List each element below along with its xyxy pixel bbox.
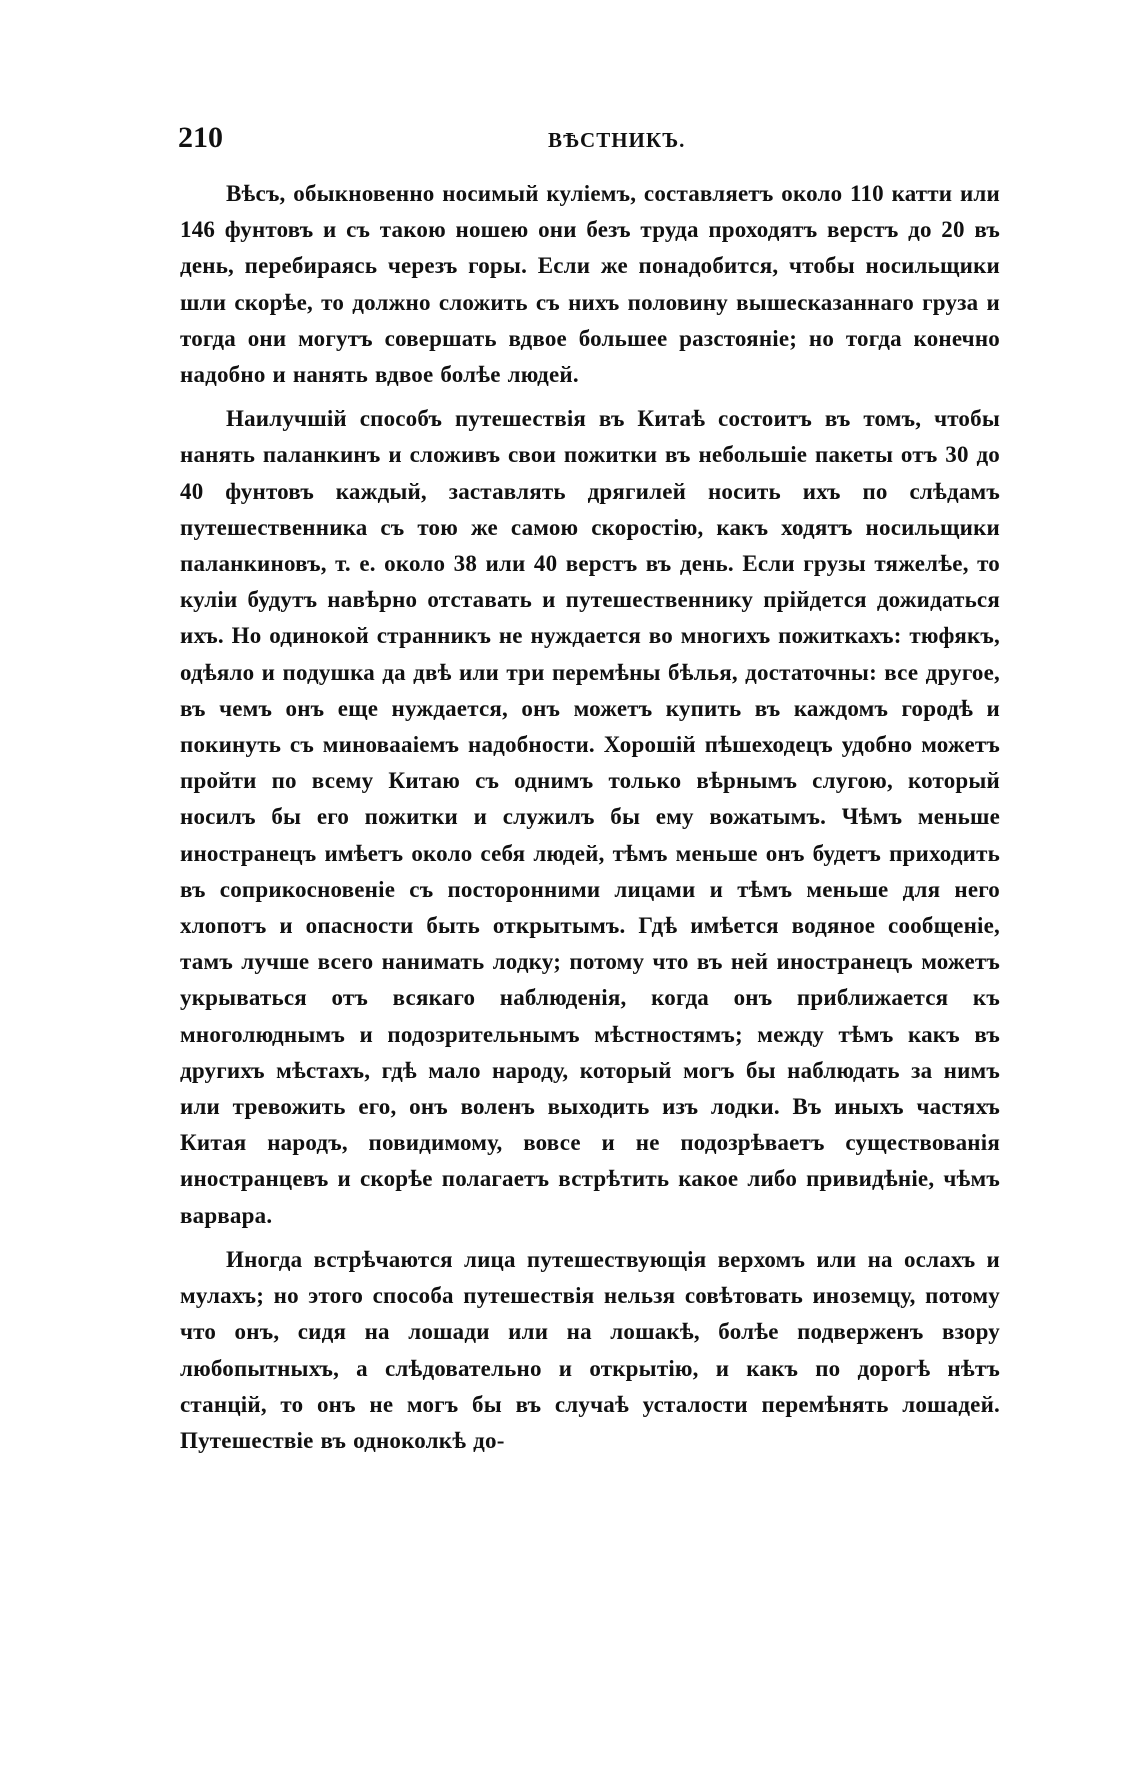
body-text <box>180 176 1000 1459</box>
page-number: 210 <box>178 121 223 154</box>
running-head: ВѢСТНИКЪ. <box>548 128 686 152</box>
paragraph-riding-travel: Иногда встрѣчаются лица путешествующія верхомъ или на ослахъ и мулахъ; но этого способа путешествія нельзя совѣтовать иноземцу, потому что онъ, сидя на лошади или на лошакѣ, болѣе подверженъ взору любопытныхъ, а слѣдовательно и открытію, и какъ по дорогѣ нѣтъ станцій, то онъ не могъ бы въ случаѣ усталости перемѣнять лошадей. Путешествіе въ одноколкѣ до- <box>180 1246 1000 1453</box>
paragraph-best-travel-method: Наилучшій способъ путешествія въ Китаѣ состоитъ въ томъ, чтобы нанять паланкинъ и сложивъ свои пожитки въ небольшіе пакеты отъ 30 до 40 фунтовъ каждый, заставлять дрягилей носить ихъ по слѣдамъ путешественника съ тою же самою скоростію, какъ ходятъ носильщики паланкиновъ, т. е. около 38 или 40 верстъ въ день. Если грузы тяжелѣе, то куліи будутъ навѣрно отставать и путешественнику прійдется дожидаться ихъ. Но одинокой странникъ не нуждается во многихъ пожиткахъ: тюфякъ, одѣяло и подушка да двѣ или три перемѣны бѣлья, достаточны: все другое, въ чемъ онъ еще нуждается, онъ можетъ купить въ каждомъ городѣ и покинуть съ миновааіемъ надобности. Хорошій пѣшеходецъ удобно можетъ пройти по всему Китаю съ однимъ только вѣрнымъ слугою, который носилъ бы его пожитки и служилъ бы ему вожатымъ. Чѣмъ меньше иностранецъ имѣетъ около себя людей, тѣмъ меньше онъ будетъ приходить въ соприкосновеніе съ посторонними лицами и тѣмъ меньше для него хлопотъ и опасности быть открытымъ. Гдѣ имѣется водяное сообщеніе, тамъ лучше всего нанимать лодку; потому что въ ней иностранецъ можетъ укрываться отъ всякаго наблюденія, когда онъ приближается къ многолюднымъ и подозрительнымъ мѣстностямъ; между тѣмъ какъ въ другихъ мѣстахъ, гдѣ мало народу, который могъ бы наблюдать за нимъ или тревожить его, онъ воленъ выходить изъ лодки. Въ иныхъ частяхъ Китая народъ, повидимому, вовсе и не подозрѣваетъ существованія иностранцевъ и скорѣе полагаетъ встрѣтить какое либо привидѣніе, чѣмъ варвара. <box>180 406 1000 1228</box>
paragraph-porter-load: Вѣсъ, обыкновенно носимый куліемъ, составляетъ около 110 катти или 146 фунтовъ и съ такою ношею они безъ труда проходятъ верстъ до 20 въ день, перебираясь черезъ горы. Если же понадобится, чтобы носильщики шли скорѣе, то должно сложить съ нихъ половину вышесказаннаго груза и тогда они могутъ совершать вдвое большее разстояніе; но тогда конечно надобно и нанять вдвое болѣе людей. <box>180 181 1000 388</box>
page-header <box>178 118 1004 158</box>
